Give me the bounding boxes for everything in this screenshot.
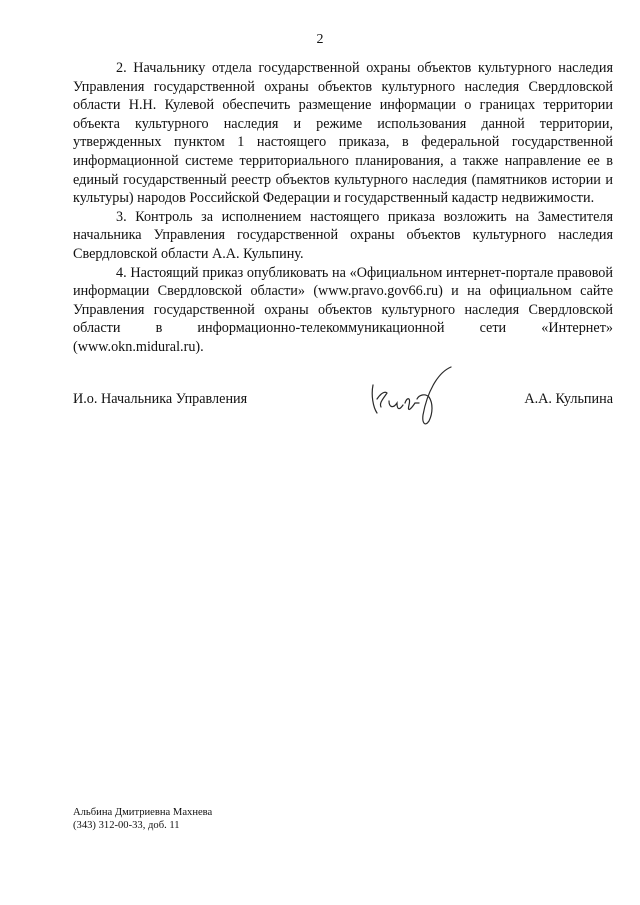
contact-phone: (343) 312-00-33, доб. 11	[73, 820, 180, 831]
page-number: 2	[316, 32, 324, 47]
paragraph-item-4: 4. Настоящий приказ опубликовать на «Официальном интернет-портале правовой информации Свердловской области» (www.pravo.gov66.ru) и на официальном сайте Управления государственной охраны объектов культурного наследия Свердловской области в информационно-телекоммуникационной сети «Интернет» (www.okn.midural.ru).	[73, 264, 613, 355]
handwritten-signature	[367, 363, 459, 433]
signatory-title: И.о. Начальника Управления	[73, 391, 248, 407]
contact-block	[73, 806, 212, 832]
paragraph-item-2: 2. Начальнику отдела государственной охраны объектов культурного наследия Управления государственной охраны объектов культурного наследия Свердловской области Н.Н. Кулевой обеспечить размещение информации о границах территории объекта культурного наследия и режиме использования данной территории, утвержденных пунктом 1 настоящего приказа, в федеральной государственной информационной системе территориального планирования, а также направление ее в единый государственный реестр объектов культурного наследия (памятников истории и культуры) народов Российской Федерации и государственный кадастр недвижимости.	[73, 60, 613, 207]
signature-block	[73, 386, 613, 446]
contact-person: Альбина Дмитриевна Махнева	[73, 807, 213, 818]
document-body	[73, 59, 613, 357]
signatory-name: А.А. Кульпина	[524, 391, 613, 407]
paragraph-item-3: 3. Контроль за исполнением настоящего приказа возложить на Заместителя начальника Управления государственной охраны объектов культурного наследия Свердловской области А.А. Кульпину.	[73, 208, 613, 262]
